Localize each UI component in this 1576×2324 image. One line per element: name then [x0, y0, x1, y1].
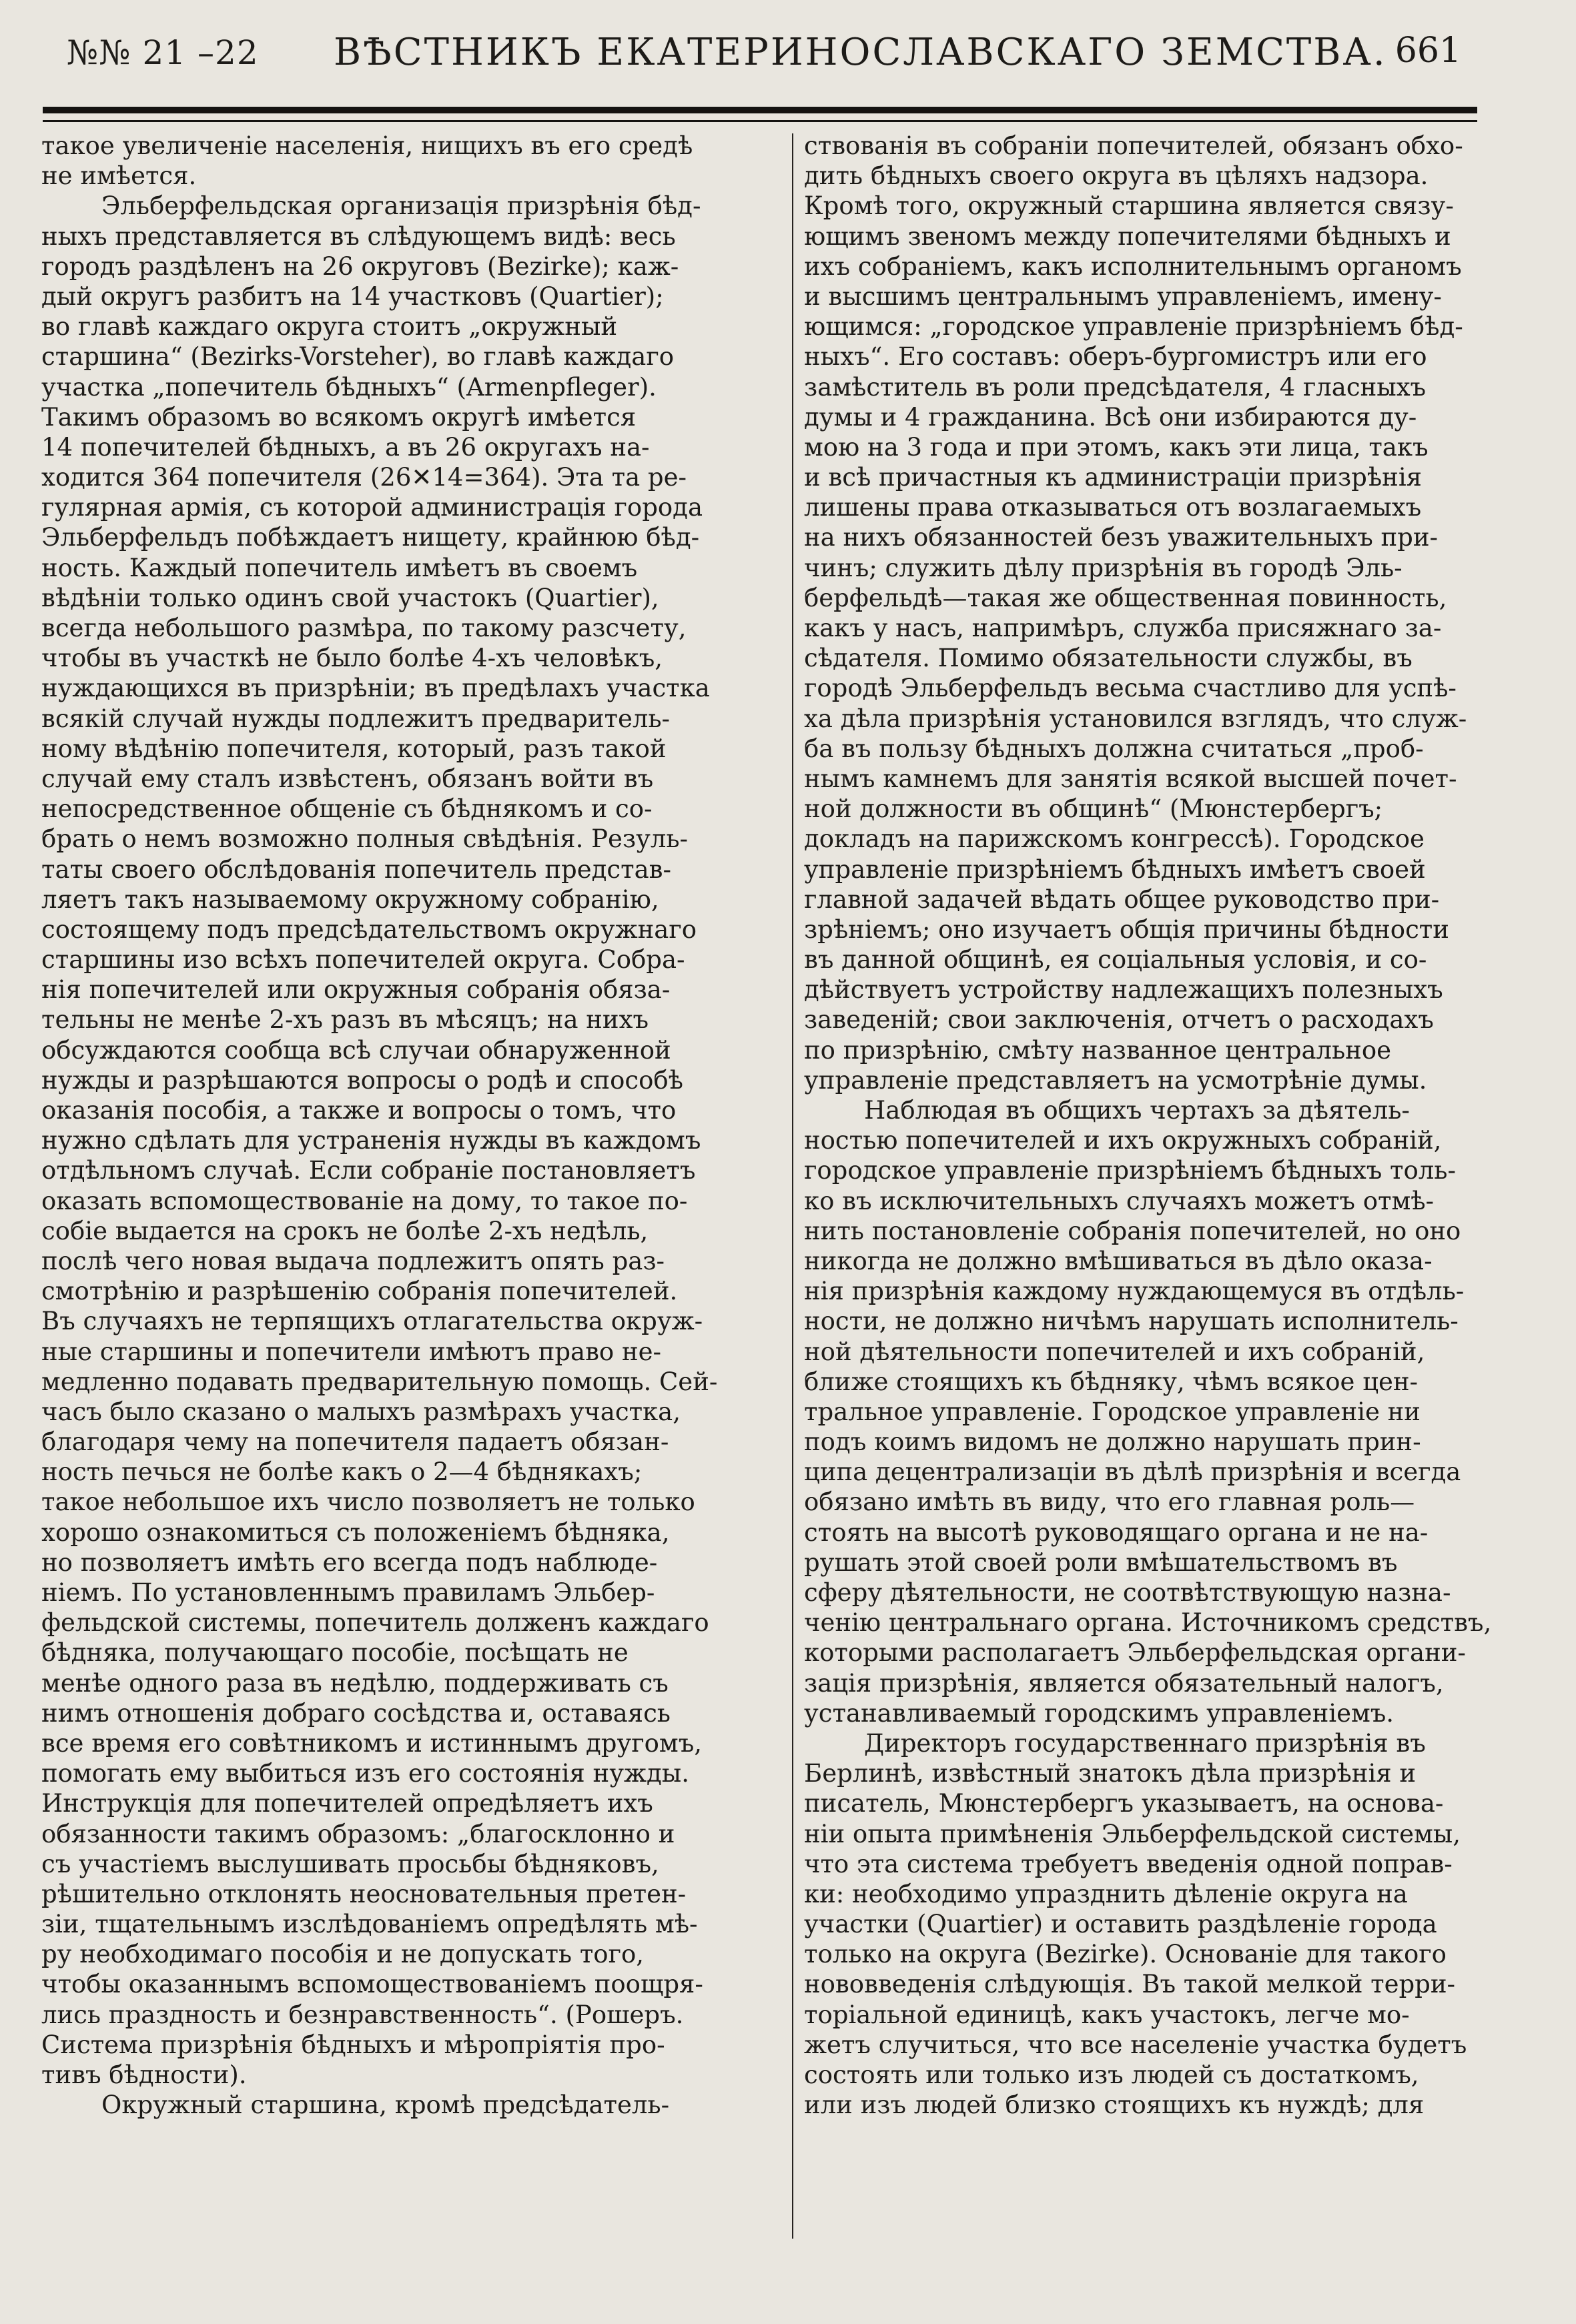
text-line: благодаря чему на попечителя падаетъ обязан- [41, 1427, 669, 1457]
text-line: жетъ случиться, что все населеніе участка будетъ [804, 2030, 1467, 2059]
column-divider [792, 133, 793, 2239]
text-line: состоящему подъ предсѣдательствомъ окружнаго [41, 915, 697, 944]
text-line: такое небольшое ихъ число позволяетъ не только [41, 1488, 695, 1517]
journal-title: ВѢСТНИКЪ ЕКАТЕРИНОСЛАВСКАГО ЗЕМСТВА. [334, 31, 1387, 74]
text-line: лишены права отказываться отъ возлагаемыхъ [804, 493, 1422, 522]
text-line: такое увеличеніе населенія, нищихъ въ его средѣ [41, 131, 693, 160]
text-line: обсуждаются сообща всѣ случаи обнаруженной [41, 1035, 671, 1065]
text-line: главной задачей вѣдать общее руководство при- [804, 885, 1440, 914]
text-line: мою на 3 года и при этомъ, какъ эти лица, такъ [804, 432, 1429, 462]
text-line: по призрѣнію, смѣту названное центральное [804, 1035, 1392, 1065]
text-line: Директоръ государственнаго призрѣнія въ [864, 1728, 1426, 1758]
text-line: Наблюдая въ общихъ чертахъ за дѣятель- [864, 1096, 1410, 1125]
text-line: нуждающихся въ призрѣніи; въ предѣлахъ участка [41, 674, 710, 703]
text-line: ющимся: „городское управленіе призрѣніемъ бѣд- [804, 312, 1463, 342]
text-line: Окружный старшина, кромѣ предсѣдатель- [101, 2091, 670, 2120]
text-line: и высшимъ центральнымъ управленіемъ, имену- [804, 281, 1442, 311]
text-line: всякій случай нужды подлежитъ предваритель- [41, 704, 671, 733]
text-line: Система призрѣнія бѣдныхъ и мѣропріятія про- [41, 2030, 665, 2059]
text-line: зіи, тщательнымъ изслѣдованіемъ опредѣлять мѣ- [41, 1910, 698, 1939]
text-line: ходится 364 попечителя (26✕14=364). Эта та ре- [41, 463, 687, 492]
text-line: устанавливаемый городскимъ управленіемъ. [804, 1698, 1395, 1728]
text-line: управленіе призрѣніемъ бѣдныхъ имѣетъ своей [804, 854, 1426, 884]
text-line: участка „попечитель бѣдныхъ“ (Armenpfleger). [41, 372, 657, 402]
text-line: ки: необходимо упразднить дѣленіе округа на [804, 1879, 1408, 1908]
text-line: нія попечителей или окружныя собранія обяза- [41, 975, 671, 1005]
text-line: таты своего обслѣдованія попечитель представ- [41, 854, 671, 884]
text-line: городъ раздѣленъ на 26 округовъ (Bezirke); каж- [41, 251, 679, 281]
text-line: случай ему сталъ извѣстенъ, обязанъ войти въ [41, 764, 654, 793]
text-line: брать о немъ возможно полныя свѣдѣнія. Резуль- [41, 824, 689, 854]
text-line: какъ у насъ, напримѣръ, служба присяжнаго за- [804, 614, 1442, 642]
text-line: ближе стоящихъ къ бѣдняку, чѣмъ всякое цен- [804, 1367, 1419, 1396]
text-line: ципа децентрализаціи въ дѣлѣ призрѣнія и всегда [804, 1458, 1461, 1487]
text-line: бѣдняка, получающаго пособіе, посѣщать не [41, 1638, 629, 1668]
page-number: 661 [1395, 31, 1461, 71]
text-line: менѣе одного раза въ недѣлю, поддерживать съ [41, 1668, 669, 1698]
text-line: нужды и разрѣшаются вопросы о родѣ и способѣ [41, 1065, 683, 1095]
text-line: ляетъ такъ называемому окружному собранію, [41, 885, 659, 914]
text-line: Въ случаяхъ не терпящихъ отлагательства окруж- [41, 1307, 703, 1336]
text-line: рушать этой своей роли вмѣшательствомъ въ [804, 1548, 1398, 1577]
text-line: дить бѣдныхъ своего округа въ цѣляхъ надзора. [804, 161, 1429, 191]
text-line: зрѣніемъ; оно изучаетъ общія причины бѣдности [804, 915, 1449, 944]
text-line: участки (Quartier) и оставить раздѣленіе города [804, 1910, 1437, 1939]
text-line: 14 попечителей бѣдныхъ, а въ 26 округахъ на- [41, 432, 650, 462]
text-line: городское управленіе призрѣніемъ бѣдныхъ толь- [804, 1156, 1456, 1185]
text-line: не имѣется. [41, 161, 197, 191]
text-line: нужно сдѣлать для устраненія нужды въ каждомъ [41, 1126, 701, 1155]
text-line: ныхъ“. Его составъ: оберъ-бургомистръ или его [804, 342, 1427, 372]
text-line: докладъ на парижскомъ конгрессѣ). Городское [804, 824, 1425, 854]
text-line: ченію центральнаго органа. Источникомъ средствъ, [804, 1608, 1492, 1638]
text-line: тельны не менѣе 2-хъ разъ въ мѣсяцъ; на нихъ [41, 1005, 649, 1035]
page-header [67, 27, 1461, 84]
text-line: нововведенія слѣдующія. Въ такой мелкой терри- [804, 1970, 1456, 1999]
text-line: заведеній; свои заключенія, отчетъ о расходахъ [804, 1005, 1434, 1035]
text-line: все время его совѣтникомъ и истиннымъ другомъ, [41, 1728, 703, 1758]
header-rule-thin [43, 120, 1477, 122]
text-line: обязано имѣть въ виду, что его главная роль— [804, 1488, 1415, 1517]
text-line: писатель, Мюнстербергъ указываетъ, на основа- [804, 1789, 1444, 1818]
text-line: нимъ отношенія добраго сосѣдства и, оставаясь [41, 1698, 671, 1728]
text-line: медленно подавать предварительную помощь. Сей- [41, 1367, 718, 1396]
text-line: оказанія пособія, а также и вопросы о томъ, что [41, 1096, 677, 1125]
text-line: нымъ камнемъ для занятія всякой высшей почет- [804, 764, 1457, 793]
text-line: только на округа (Bezirke). Основаніе для такого [804, 1940, 1447, 1969]
right-column [804, 131, 1535, 2120]
text-line: зація призрѣнія, является обязательный налогъ, [804, 1668, 1444, 1698]
text-line: что эта система требуетъ введенія одной поправ- [804, 1849, 1453, 1878]
left-column [41, 131, 774, 2120]
header-rule-thick [43, 107, 1477, 113]
text-line: подъ коимъ видомъ не должно нарушать прин- [804, 1427, 1421, 1457]
text-line: ной должности въ общинѣ“ (Мюнстербергъ; [804, 794, 1383, 824]
text-line: непосредственное общеніе съ бѣднякомъ и со- [41, 794, 653, 824]
text-line: ха дѣла призрѣнія установился взглядъ, что служ- [804, 704, 1467, 733]
text-line: вѣдѣніи только одинъ свой участокъ (Quartier), [41, 583, 659, 612]
text-line: состоять или только изъ людей съ достаткомъ, [804, 2061, 1419, 2089]
text-line: чинъ; служить дѣлу призрѣнія въ городѣ Эль- [804, 553, 1403, 582]
text-line: старшины изо всѣхъ попечителей округа. Собра- [41, 945, 685, 975]
text-line: ной дѣятельности попечителей и ихъ собраній, [804, 1337, 1425, 1366]
text-line: ко въ исключительныхъ случаяхъ можетъ отмѣ- [804, 1186, 1435, 1215]
text-line: сферу дѣятельности, не соотвѣтствующую назна- [804, 1578, 1451, 1607]
text-line: чтобы въ участкѣ не было болѣе 4-хъ человѣкъ, [41, 644, 663, 673]
text-line: ностью попечителей и ихъ окружныхъ собраній, [804, 1126, 1442, 1155]
text-line: обязанности такимъ образомъ: „благосклонно и [41, 1819, 675, 1848]
text-line: ность печься не болѣе какъ о 2—4 бѣднякахъ; [41, 1458, 643, 1487]
text-line: всегда небольшого размѣра, по такому разсчету, [41, 614, 687, 642]
text-line: собіе выдается на срокъ не болѣе 2-хъ недѣль, [41, 1216, 649, 1245]
text-line: замѣститель въ роли предсѣдателя, 4 гласныхъ [804, 372, 1427, 402]
text-line: ствованія въ собраніи попечителей, обязанъ обхо- [804, 131, 1463, 160]
text-line: ющимъ звеномъ между попечителями бѣдныхъ и [804, 221, 1451, 251]
text-line: ніемъ. По установленнымъ правиламъ Эльбер- [41, 1578, 655, 1607]
text-line: хорошо ознакомиться съ положеніемъ бѣдняка, [41, 1518, 670, 1547]
text-line: фельдской системы, попечитель долженъ каждаго [41, 1608, 709, 1638]
text-line: Эльберфельдъ побѣждаетъ нищету, крайнюю бѣд- [41, 523, 700, 552]
text-line: старшина“ (Bezirks-Vorsteher), во главѣ каждаго [41, 342, 674, 372]
text-line: и всѣ причастныя къ администраціи призрѣнія [804, 463, 1423, 492]
text-line: послѣ чего новая выдача подлежитъ опять раз- [41, 1246, 665, 1275]
text-line: Берлинѣ, извѣстный знатокъ дѣла призрѣнія и [804, 1759, 1417, 1788]
text-line: ность. Каждый попечитель имѣетъ въ своемъ [41, 553, 638, 582]
text-line: тральное управленіе. Городское управленіе ни [804, 1397, 1421, 1426]
text-line: ба въ пользу бѣдныхъ должна считаться „проб- [804, 734, 1424, 763]
text-line: стоять на высотѣ руководящаго органа и не на- [804, 1518, 1429, 1547]
text-line: дѣйствуетъ устройству надлежащихъ полезныхъ [804, 975, 1443, 1005]
text-line: или изъ людей близко стоящихъ къ нуждѣ; для [804, 2091, 1425, 2120]
text-line: дый округъ разбитъ на 14 участковъ (Quartier); [41, 281, 664, 311]
text-line: городѣ Эльберфельдъ весьма счастливо для успѣ- [804, 674, 1457, 703]
text-line: ному вѣдѣнію попечителя, который, разъ такой [41, 734, 667, 763]
text-line: сѣдателя. Помимо обязательности службы, въ [804, 644, 1413, 673]
text-line: помогать ему выбиться изъ его состоянія нужды. [41, 1759, 689, 1788]
text-line: думы и 4 гражданина. Всѣ они избираются ду- [804, 402, 1417, 432]
text-line: часъ было сказано о малыхъ размѣрахъ участка, [41, 1397, 681, 1426]
text-line: которыми располагаетъ Эльберфельдская органи- [804, 1638, 1466, 1668]
text-line: Кромѣ того, окружный старшина является связу- [804, 191, 1454, 221]
text-line: рѣшительно отклонять неосновательныя претен- [41, 1879, 687, 1908]
text-line: но позволяетъ имѣть его всегда подъ наблюде- [41, 1548, 658, 1577]
text-line: ихъ собраніемъ, какъ исполнительнымъ органомъ [804, 251, 1462, 281]
text-line: смотрѣнію и разрѣшенію собранія попечителей. [41, 1277, 678, 1306]
text-line: въ данной общинѣ, ея соціальныя условія, и со- [804, 945, 1427, 975]
text-line: ніи опыта примѣненія Эльберфельдской системы, [804, 1819, 1461, 1848]
issue-number: №№ 21 –22 [67, 33, 259, 72]
text-line: съ участіемъ выслушивать просьбы бѣдняковъ, [41, 1849, 659, 1878]
text-line: чтобы оказаннымъ вспомоществованіемъ поощря- [41, 1970, 703, 1999]
text-line: ру необходимаго пособія и не допускать того, [41, 1940, 644, 1969]
text-line: никогда не должно вмѣшиваться въ дѣло оказа- [804, 1246, 1433, 1275]
text-line: ныхъ представляется въ слѣдующемъ видѣ: весь [41, 221, 676, 251]
text-line: управленіе представляетъ на усмотрѣніе думы. [804, 1065, 1427, 1095]
text-line: ные старшины и попечители имѣютъ право не- [41, 1337, 662, 1366]
text-line: гулярная армія, съ которой администрація города [41, 493, 703, 522]
text-line: Инструкція для попечителей опредѣляетъ ихъ [41, 1789, 653, 1818]
text-line: тивъ бѣдности). [41, 2061, 247, 2089]
text-line: лись праздность и безнравственность“. (Рошеръ. [41, 2000, 684, 2029]
text-line: Эльберфельдская организація призрѣнія бѣд- [101, 191, 701, 221]
text-line: во главѣ каждаго округа стоитъ „окружный [41, 312, 617, 342]
text-line: Такимъ образомъ во всякомъ округѣ имѣется [41, 402, 637, 432]
text-line: ности, не должно ничѣмъ нарушать исполнитель- [804, 1307, 1459, 1336]
text-line: на нихъ обязанностей безъ уважительныхъ при- [804, 523, 1439, 552]
text-line: торіальной единицѣ, какъ участокъ, легче мо- [804, 2000, 1410, 2029]
text-line: оказать вспомоществованіе на дому, то такое по- [41, 1186, 688, 1215]
text-line: отдѣльномъ случаѣ. Если собраніе постановляетъ [41, 1156, 696, 1185]
text-line: берфельдѣ—такая же общественная повинность, [804, 583, 1447, 612]
text-line: нить постановленіе собранія попечителей, но оно [804, 1216, 1461, 1245]
text-line: нія призрѣнія каждому нуждающемуся въ отдѣль- [804, 1277, 1465, 1306]
